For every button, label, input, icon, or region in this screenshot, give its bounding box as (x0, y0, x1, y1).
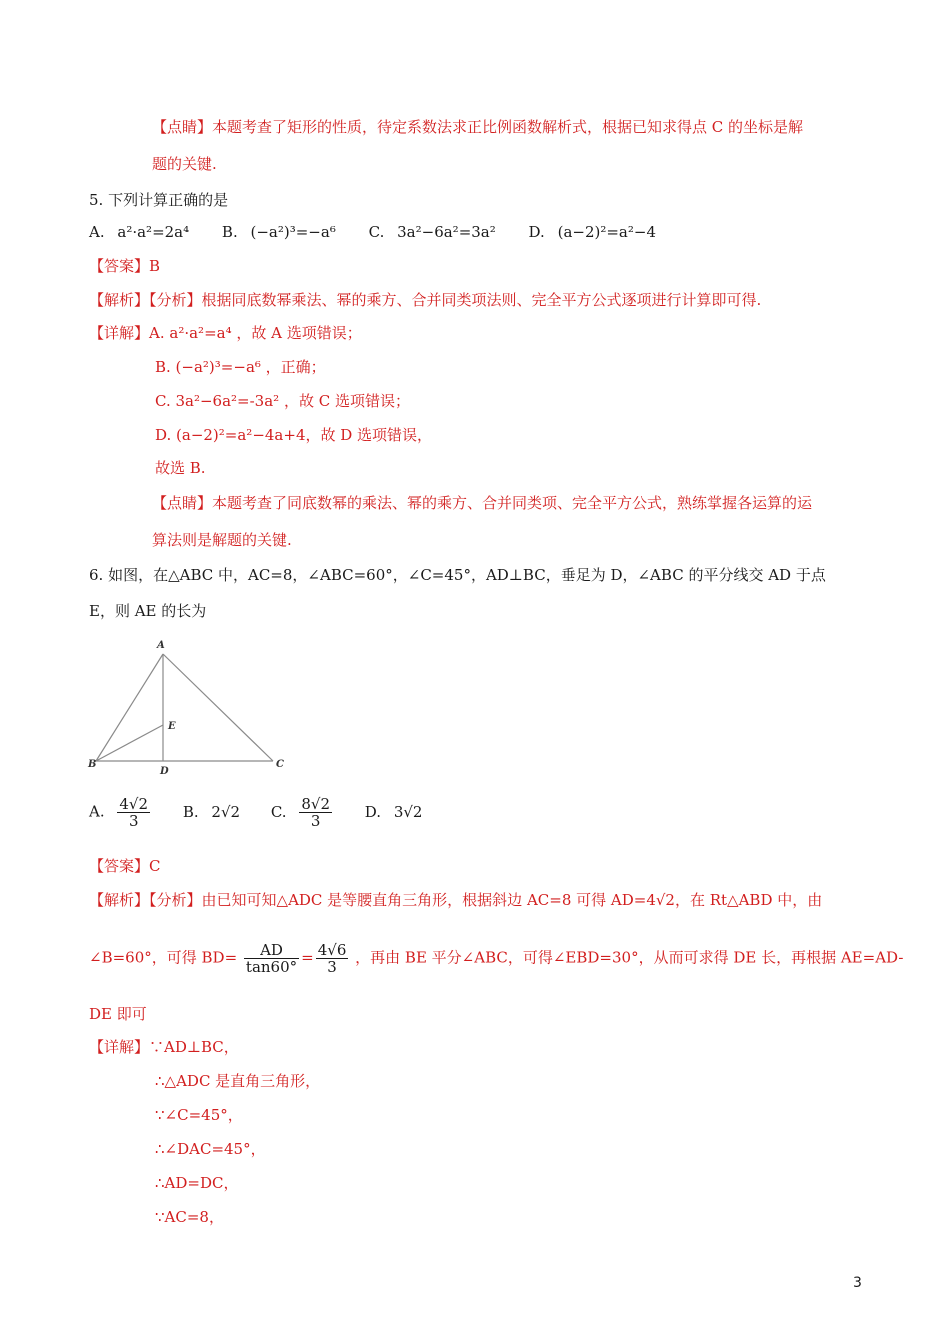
q5-analysis-text: 根据同底数幂乘法、幂的乘方、合并同类项法则、完全平方公式逐项进行计算即可得. (201, 291, 762, 309)
label-b: B (88, 759, 97, 770)
page-number: 3 (853, 1275, 862, 1291)
q6-option-a-fraction (117, 796, 150, 829)
q6-analysis-line1 (89, 890, 822, 910)
q5-detail-line1 (89, 323, 362, 343)
q6-detail-3: ∴∠DAC=45°， (155, 1140, 266, 1158)
q6-option-b-letter: B. (182, 802, 199, 821)
q6-option-c-num: 8√2 (301, 795, 330, 813)
note-top-line2: 题的关键. (152, 155, 217, 173)
q5-detail-b: B. (−a²)³=−a⁶ ，正确； (155, 358, 326, 376)
q5-detail-conclusion: 故选 B. (155, 459, 206, 477)
q6-option-d-letter: D. (364, 802, 382, 821)
note-top-label: 【点睛】 (152, 118, 213, 136)
q5-option-d-text: (a−2)²=a²−4 (557, 223, 657, 241)
q6-option-a-den: 3 (128, 812, 139, 830)
triangle-figure (85, 636, 295, 776)
q5-analysis (89, 290, 761, 310)
q6-frac-bd-value (316, 942, 349, 975)
q6-analysis-text2b: ，再由 BE 平分∠ABC，可得∠EBD=30°，从而可求得 DE 长，再根据 AE=AD- (355, 948, 904, 967)
q6-detail-label: 【详解】 (89, 1038, 150, 1056)
q6-option-c-den: 3 (310, 812, 321, 830)
label-a: A (157, 640, 165, 651)
q5-note-line2: 算法则是解题的关键. (152, 531, 292, 549)
q5-detail-label: 【详解】 (89, 324, 150, 342)
q5-note-label: 【点睛】 (152, 494, 213, 512)
q6-analysis-line2 (89, 942, 903, 975)
q5-option-b-letter: B. (221, 223, 238, 241)
q6-options (89, 796, 422, 829)
note-top-text: 本题考查了矩形的性质，待定系数法求正比例函数解析式，根据已知求得点 C 的坐标是解 (212, 118, 804, 136)
q5-option-b-text: (−a²)³=−a⁶ (250, 223, 336, 241)
q6-detail-line1 (89, 1037, 239, 1057)
q5-analysis-label: 【解析】 (89, 291, 150, 309)
label-c: C (276, 759, 284, 770)
q5-options (89, 222, 656, 242)
q5-option-c-letter: C. (368, 223, 385, 241)
q6-frac1-num: AD (244, 942, 299, 959)
q5-answer: 【答案】B (89, 257, 161, 275)
q6-detail-0: ∵AD⊥BC， (149, 1038, 239, 1056)
q6-detail-5: ∵AC=8， (155, 1208, 224, 1226)
q6-equals: = (301, 948, 314, 967)
q5-note-line1 (152, 493, 812, 513)
q6-analysis-text2a: ∠B=60°，可得 BD= (89, 948, 238, 967)
q6-option-a-letter: A. (89, 802, 105, 821)
q6-option-b-text: 2√2 (211, 802, 241, 821)
q6-option-d-text: 3√2 (393, 802, 423, 821)
q6-answer: 【答案】C (89, 857, 161, 875)
q5-note-text: 本题考查了同底数幂的乘法、幂的乘方、合并同类项、完全平方公式，熟练掌握各运算的运 (212, 494, 813, 512)
q6-frac-ad-tan (244, 942, 299, 975)
side-ac (163, 654, 273, 761)
q5-analysis-sub: 【分析】 (149, 291, 202, 309)
q6-stem-line1: 6. 如图，在△ABC 中，AC=8，∠ABC=60°，∠C=45°，AD⊥BC，垂足为 D，∠ABC 的平分线交 AD 于点 (89, 566, 826, 584)
q6-analysis-sub: 【分析】 (149, 891, 202, 909)
note-top-line1 (152, 117, 803, 137)
q6-detail-4: ∴AD=DC， (155, 1174, 239, 1192)
bisector-be (96, 725, 163, 761)
q5-option-c-text: 3a²−6a²=3a² (397, 223, 496, 241)
q5-detail-a: A. a²·a²=a⁴ ，故 A 选项错误； (149, 324, 362, 342)
q6-option-c-fraction (299, 796, 332, 829)
q6-frac2-num: 4√6 (317, 941, 347, 959)
q6-detail-2: ∵∠C=45°， (155, 1106, 243, 1124)
q5-option-d-letter: D. (528, 223, 545, 241)
q5-detail-c: C. 3a²−6a²=-3a² ，故 C 选项错误； (155, 392, 410, 410)
side-ab (96, 654, 163, 761)
label-e: E (168, 721, 176, 732)
q6-stem-line2: E，则 AE 的长为 (89, 602, 207, 620)
label-d: D (160, 766, 169, 776)
q5-stem: 5. 下列计算正确的是 (89, 191, 229, 209)
q5-option-a-text: a²·a²=2a⁴ (117, 223, 190, 241)
q5-detail-d: D. (a−2)²=a²−4a+4，故 D 选项错误， (155, 426, 433, 444)
q5-option-a-letter: A. (89, 223, 105, 241)
q6-frac2-den: 3 (327, 958, 337, 976)
q6-detail-1: ∴△ADC 是直角三角形， (155, 1072, 321, 1090)
q6-frac1-den: tan60° (245, 958, 298, 976)
q6-analysis-text1: 由已知可知△ADC 是等腰直角三角形，根据斜边 AC=8 可得 AD=4√2，在 Rt△ABD 中，由 (201, 891, 823, 909)
q6-option-a-num: 4√2 (119, 795, 149, 813)
q6-analysis-label: 【解析】 (89, 891, 150, 909)
q6-option-c-letter: C. (270, 802, 287, 821)
q6-analysis-line3: DE 即可 (89, 1005, 147, 1023)
